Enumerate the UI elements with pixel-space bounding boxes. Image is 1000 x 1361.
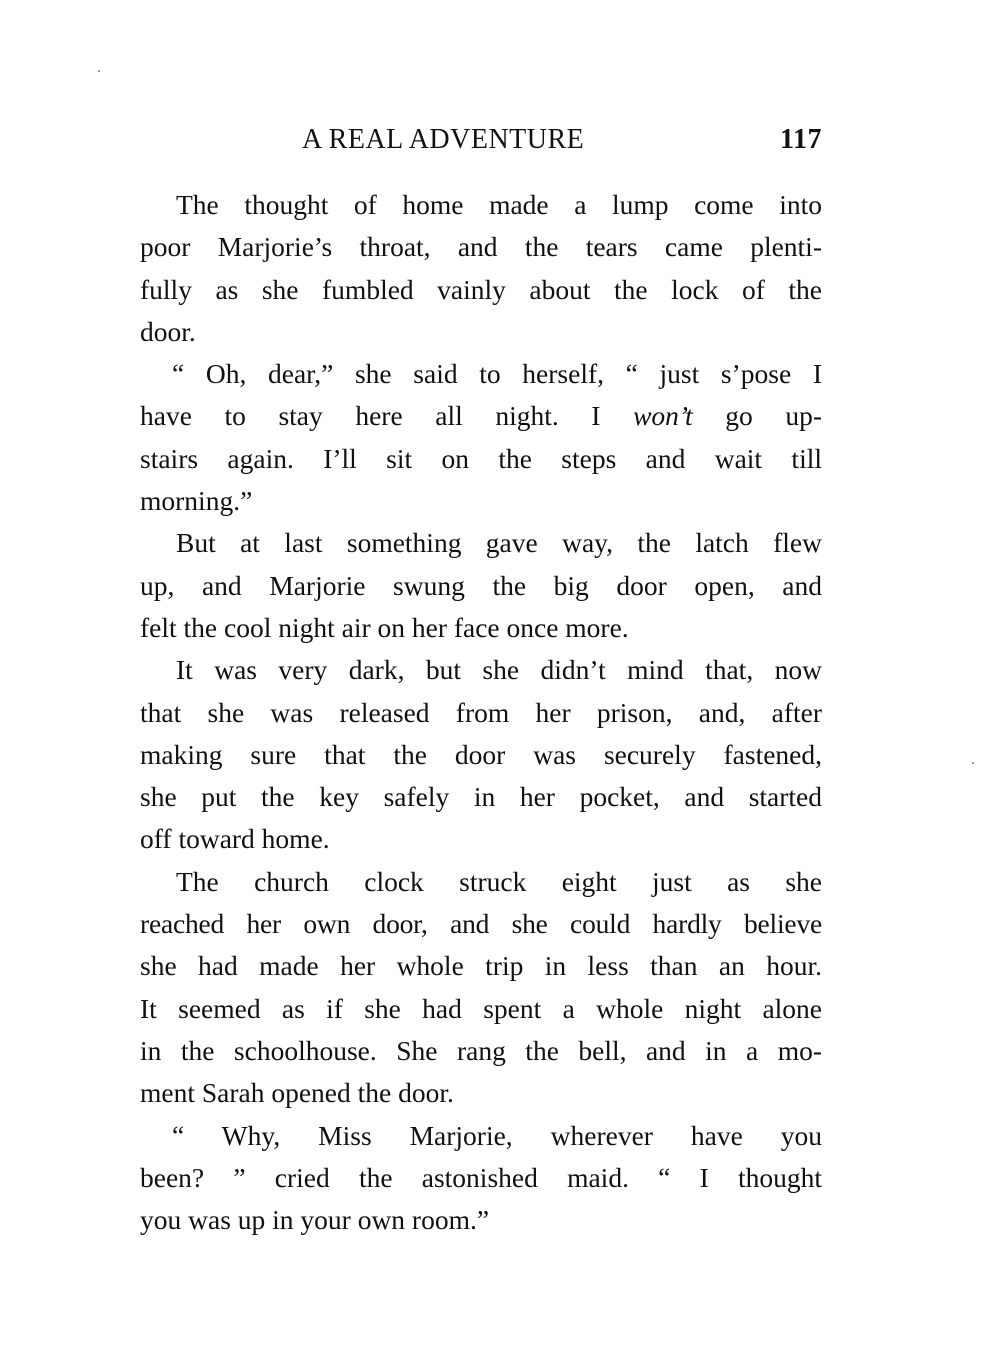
text-line: felt the cool night air on her face once more. (140, 611, 629, 643)
text-line: off toward home. (140, 823, 330, 855)
text-line: she had made her whole trip in less than an hour. (140, 950, 822, 982)
text-line: “ Why, Miss Marjorie, wherever have you (172, 1119, 822, 1151)
text-line: ment Sarah opened the door. (140, 1077, 454, 1109)
text-line: “ Oh, dear,” she said to herself, “ just s’pose I (172, 358, 822, 390)
scan-speck (98, 70, 100, 72)
text-line: It was very dark, but she didn’t mind that, now (176, 654, 822, 686)
text-line: poor Marjorie’s throat, and the tears came plenti- (140, 231, 822, 263)
paragraph-3 (140, 522, 822, 649)
page-number: 117 (780, 124, 822, 155)
text-line: reached her own door, and she could hardly believe (140, 908, 822, 940)
text-line: morning.” (140, 485, 253, 517)
text-line (140, 395, 822, 437)
text-line: stairs again. I’ll sit on the steps and wait till (140, 442, 822, 474)
emphasis-word: won’t (633, 400, 693, 432)
paragraph-6 (140, 1115, 822, 1242)
text-line: The church clock struck eight just as she (176, 865, 822, 897)
text-line: door. (140, 315, 196, 347)
running-head (140, 124, 822, 164)
scan-speck (972, 762, 974, 764)
text-line: It seemed as if she had spent a whole night alone (140, 992, 822, 1024)
text-line: that she was released from her prison, and, after (140, 696, 822, 728)
paragraph-2 (140, 353, 822, 522)
body-text (140, 184, 822, 1241)
paragraph-4 (140, 649, 822, 860)
text-line: making sure that the door was securely fastened, (140, 738, 822, 770)
text-line: fully as she fumbled vainly about the lock of the (140, 273, 822, 305)
running-title: A REAL ADVENTURE (302, 124, 585, 155)
text-line: she put the key safely in her pocket, and started (140, 781, 822, 813)
text-fragment: have to stay here all night. I (140, 400, 601, 432)
text-line: you was up in your own room.” (140, 1204, 490, 1236)
text-line: But at last something gave way, the latch flew (176, 527, 822, 559)
text-line: been? ” cried the astonished maid. “ I thought (140, 1161, 822, 1193)
text-line: in the schoolhouse. She rang the bell, and in a mo- (140, 1034, 822, 1066)
paragraph-1 (140, 184, 822, 353)
text-line: The thought of home made a lump come into (176, 189, 822, 220)
text-fragment: go up- (725, 400, 822, 432)
text-line: up, and Marjorie swung the big door open, and (140, 569, 822, 601)
paragraph-5 (140, 861, 822, 1115)
